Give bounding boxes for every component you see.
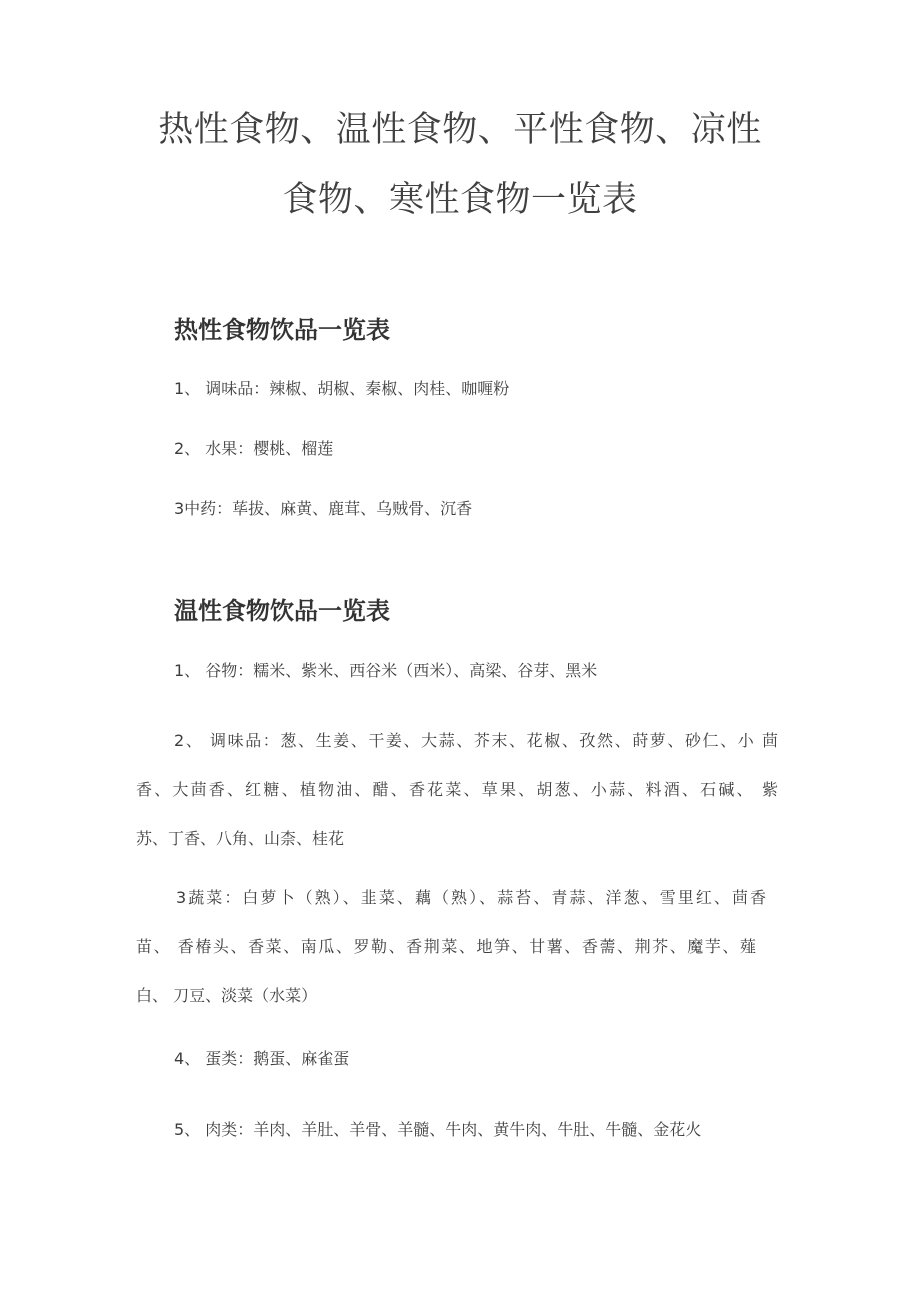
section-heading-warm-foods: 温性食物饮品一览表	[174, 597, 390, 625]
warm-item-vegetables-line-3: 白、 刀豆、淡菜（水菜）	[136, 986, 318, 1005]
warm-item-grains: 1、 谷物：糯米、紫米、西谷米（西米）、高梁、谷芽、黑米	[174, 661, 598, 680]
warm-item-seasonings-line-1: 2、 调味品：葱、生姜、干姜、大蒜、芥末、花椒、孜然、莳萝、砂仁、小 茴	[174, 731, 778, 750]
section-heading-hot-foods: 热性食物饮品一览表	[174, 316, 390, 344]
warm-item-vegetables-line-1: 3蔬菜：白萝卜（熟）、韭菜、藕（熟）、蒜苔、青蒜、洋葱、雪里红、茴香	[176, 888, 766, 907]
warm-item-vegetables-line-2: 苗、 香椿头、香菜、南瓜、罗勒、香荆菜、地笋、甘薯、香薷、荆芥、魔芋、薤	[136, 937, 756, 956]
warm-item-eggs: 4、 蛋类：鹅蛋、麻雀蛋	[174, 1049, 350, 1068]
document-title-line-1: 热性食物、温性食物、平性食物、凉性	[158, 110, 762, 150]
hot-item-herbs: 3中药：荜拔、麻黄、鹿茸、乌贼骨、沉香	[174, 499, 473, 518]
warm-item-meats: 5、 肉类：羊肉、羊肚、羊骨、羊髓、牛肉、黄牛肉、牛肚、牛髓、金花火	[174, 1120, 702, 1139]
warm-item-seasonings-line-2: 香、大茴香、红糖、植物油、醋、香花菜、草果、胡葱、小蒜、料酒、石碱、 紫	[136, 780, 778, 799]
hot-item-seasonings: 1、 调味品：辣椒、胡椒、秦椒、肉桂、咖喱粉	[174, 379, 510, 398]
document-title-line-2: 食物、寒性食物一览表	[282, 180, 638, 220]
hot-item-fruits: 2、 水果：樱桃、榴莲	[174, 439, 334, 458]
warm-item-seasonings-line-3: 苏、丁香、八角、山柰、桂花	[136, 829, 345, 848]
